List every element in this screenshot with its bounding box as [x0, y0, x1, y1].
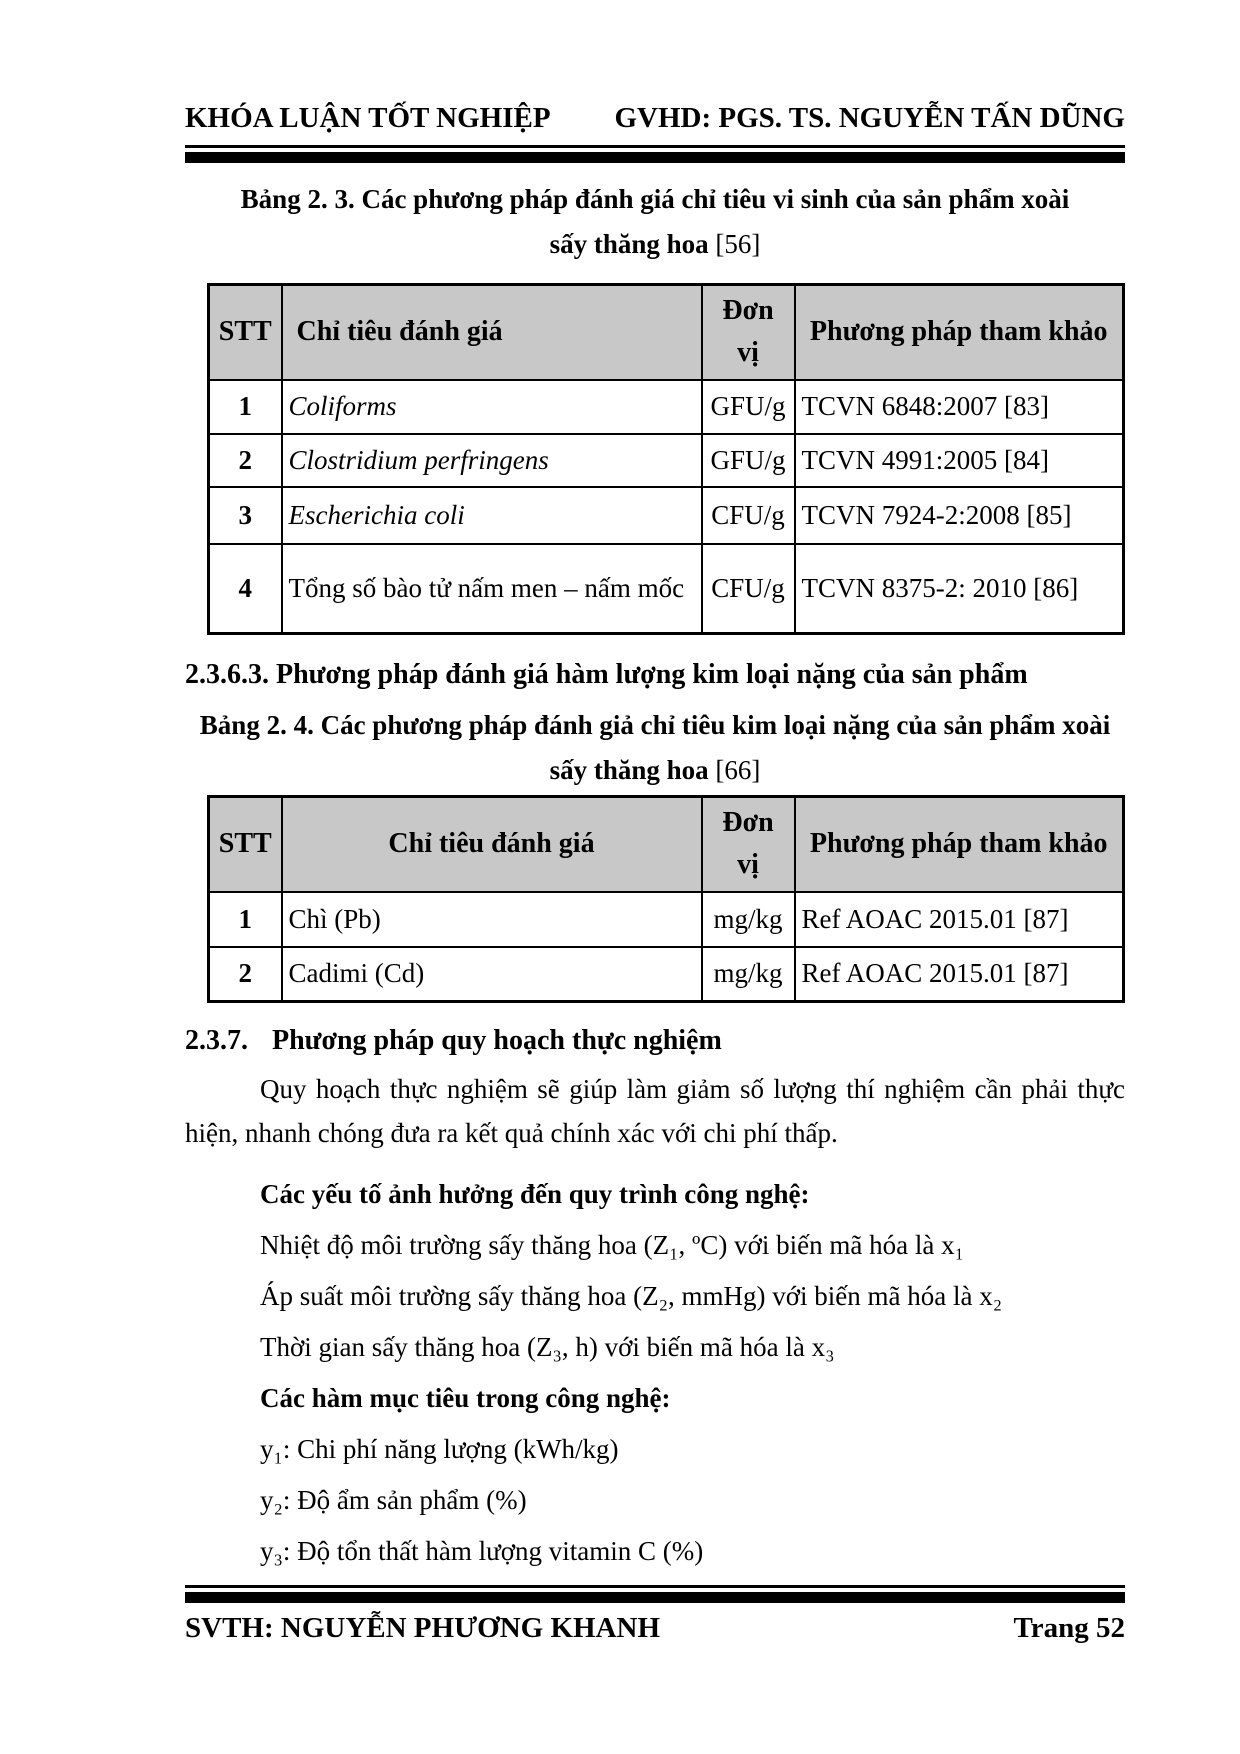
factor-line-3: Thời gian sấy thăng hoa (Z₃, h) với biến mã hóa là x₃: [260, 1332, 835, 1362]
row-criteria: Coliforms: [282, 380, 702, 434]
page-footer: [185, 1585, 1125, 1645]
row-method: TCVN 7924-2:2008 [85]: [795, 487, 1124, 544]
section-237-number: 2.3.7.: [185, 1025, 248, 1056]
table2-caption-line2-bold: sấy thăng hoa: [549, 755, 709, 785]
footer-rule-thin: [185, 1585, 1125, 1588]
table2-col-unit: Đơn vị: [702, 797, 795, 892]
footer-student-name: SVTH: NGUYỄN PHƯƠNG KHANH: [185, 1612, 661, 1644]
table-row: [209, 487, 1124, 544]
row-criteria: Escherichia coli: [282, 487, 702, 544]
row-unit: CFU/g: [702, 544, 795, 634]
table-row: [209, 434, 1124, 487]
row-method: TCVN 4991:2005 [84]: [795, 434, 1124, 487]
table2-caption-line2-ref: [66]: [708, 755, 761, 785]
header-rule-thin: [185, 145, 1125, 148]
objective-line-1: y₁: Chi phí năng lượng (kWh/kg): [260, 1434, 619, 1464]
table1-caption-line2-bold: sấy thăng hoa: [549, 229, 709, 259]
row-stt: 1: [209, 380, 282, 434]
factor-line-2: Áp suất môi trường sấy thăng hoa (Z₂, mmHg) với biến mã hóa là x₂: [260, 1281, 1003, 1311]
footer-page-number: Trang 52: [1013, 1612, 1125, 1644]
row-criteria: Cadimi (Cd): [282, 947, 702, 1002]
section-heading-237: [185, 1025, 1125, 1057]
row-criteria: Tổng số bào tử nấm men – nấm mốc: [282, 544, 702, 634]
row-unit: mg/kg: [702, 892, 795, 947]
table-row: [209, 380, 1124, 434]
factors-heading: Các yếu tố ảnh hưởng đến quy trình công nghệ:: [260, 1179, 810, 1209]
header-rule-thick: [185, 152, 1125, 163]
table1-header-row: [209, 285, 1124, 380]
row-stt: 2: [209, 434, 282, 487]
table1-col-unit: Đơn vị: [702, 285, 795, 380]
row-method: TCVN 8375-2: 2010 [86]: [795, 544, 1124, 634]
page-header: [185, 0, 1125, 136]
objectives-heading: Các hàm mục tiêu trong công nghệ:: [260, 1383, 671, 1413]
microbiology-methods-table: [207, 283, 1125, 635]
table2-header-row: [209, 797, 1124, 892]
row-method: Ref AOAC 2015.01 [87]: [795, 947, 1124, 1002]
footer-text-row: [185, 1612, 1125, 1645]
header-thesis-title: KHÓA LUẬN TỐT NGHIỆP: [185, 102, 551, 134]
table2-caption: [185, 703, 1125, 793]
row-unit: GFU/g: [702, 380, 795, 434]
row-method: TCVN 6848:2007 [83]: [795, 380, 1124, 434]
footer-rule-thick: [185, 1592, 1125, 1603]
table1-col-criteria: Chỉ tiêu đánh giá: [282, 285, 702, 380]
table-row: [209, 544, 1124, 634]
row-criteria: Chì (Pb): [282, 892, 702, 947]
table2-col-method: Phương pháp tham khảo: [795, 797, 1124, 892]
table-row: [209, 892, 1124, 947]
row-stt: 1: [209, 892, 282, 947]
row-stt: 4: [209, 544, 282, 634]
heavy-metals-methods-table: [207, 795, 1125, 1003]
section-heading-2363: 2.3.6.3. Phương pháp đánh giá hàm lượng kim loại nặng của sản phẩm: [185, 659, 1028, 690]
header-supervisor: GVHD: PGS. TS. NGUYỄN TẤN DŨNG: [614, 102, 1125, 134]
table2-caption-line1: Bảng 2. 4. Các phương pháp đánh giả chỉ tiêu kim loại nặng của sản phẩm xoài: [199, 710, 1111, 740]
table2-col-stt: STT: [209, 797, 282, 892]
table1-col-method: Phương pháp tham khảo: [795, 285, 1124, 380]
row-stt: 2: [209, 947, 282, 1002]
row-stt: 3: [209, 487, 282, 544]
row-criteria: Clostridium perfringens: [282, 434, 702, 487]
table-row: [209, 947, 1124, 1002]
table1-caption: [185, 177, 1125, 267]
section-237-title: Phương pháp quy hoạch thực nghiệm: [272, 1025, 722, 1056]
row-unit: CFU/g: [702, 487, 795, 544]
table1-caption-line2: [185, 222, 1125, 267]
objective-line-3: y₃: Độ tổn thất hàm lượng vitamin C (%): [260, 1536, 704, 1566]
row-method: Ref AOAC 2015.01 [87]: [795, 892, 1124, 947]
table2-col-criteria: Chỉ tiêu đánh giá: [282, 797, 702, 892]
objective-line-2: y₂: Độ ẩm sản phẩm (%): [260, 1485, 527, 1515]
table1-col-stt: STT: [209, 285, 282, 380]
table1-caption-line1: Bảng 2. 3. Các phương pháp đánh giá chỉ tiêu vi sinh của sản phẩm xoài: [240, 184, 1070, 214]
row-unit: mg/kg: [702, 947, 795, 1002]
factor-line-1: Nhiệt độ môi trường sấy thăng hoa (Z₁, ºC) với biến mã hóa là x₁: [260, 1230, 965, 1260]
section-237-paragraph: Quy hoạch thực nghiệm sẽ giúp làm giảm số lượng thí nghiệm cần phải thực hiện, nhanh chóng đưa ra kết quả chính xác với chi phí thấp.: [185, 1074, 1125, 1148]
table1-caption-line2-ref: [56]: [708, 229, 761, 259]
table2-caption-line2: [185, 748, 1125, 793]
row-unit: GFU/g: [702, 434, 795, 487]
